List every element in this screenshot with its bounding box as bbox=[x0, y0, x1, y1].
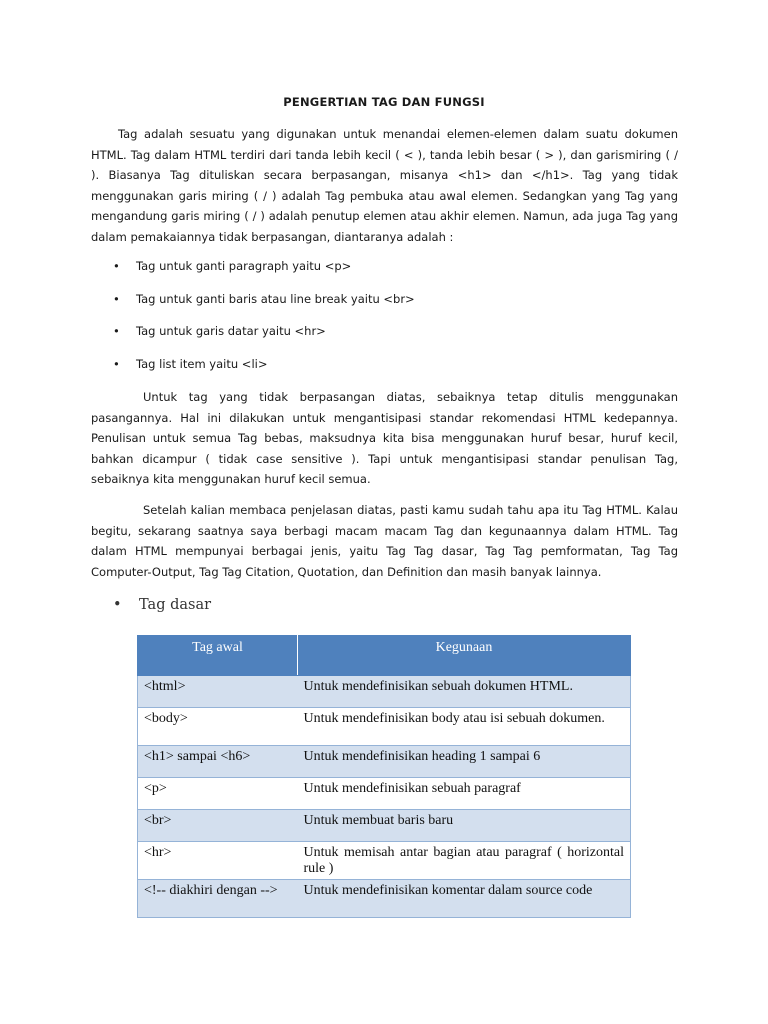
section-heading bbox=[113, 597, 211, 613]
list-item-text: Tag untuk ganti baris atau line break yaitu <br> bbox=[136, 291, 415, 306]
cell-tag: <html> bbox=[138, 676, 298, 708]
bullet-icon: • bbox=[113, 259, 120, 273]
section-heading-text: Tag dasar bbox=[139, 597, 212, 613]
bullet-icon: • bbox=[113, 324, 120, 339]
cell-use: Untuk mendefinisikan komentar dalam source code bbox=[298, 880, 631, 918]
cell-tag: <br> bbox=[138, 810, 298, 842]
list-item bbox=[111, 321, 415, 354]
body-paragraph-2: Untuk tag yang tidak berpasangan diatas, sebaiknya tetap ditulis menggunakan pasangannya. Hal ini dilakukan untuk mengantisipasi standar rekomendasi HTML kedepannya. Penulisan untuk semua Tag bebas, maksudnya kita bisa menggunakan huruf besar, huruf kecil, bahkan dicampur ( tidak case sensitive ). Tapi untuk mengantisipasi standar penulisan Tag, sebaiknya kita menggunakan huruf kecil semua. bbox=[91, 390, 678, 487]
cell-use: Untuk mendefinisikan heading 1 sampai 6 bbox=[298, 746, 631, 778]
cell-use: Untuk memisah antar bagian atau paragraf ( horizontal rule ) bbox=[298, 842, 631, 880]
cell-use: Untuk mendefinisikan sebuah paragraf bbox=[298, 778, 631, 810]
table-row bbox=[138, 778, 631, 810]
list-item bbox=[111, 289, 415, 322]
intro-paragraph: Tag adalah sesuatu yang digunakan untuk menandai elemen-elemen dalam suatu dokumen HTML. Tag dalam HTML terdiri dari tanda lebih kecil ( < ), tanda lebih besar ( > ), dan garismiring ( / ). Biasanya Tag dituliskan secara berpasangan, misanya <h1> dan </h1>. Tag yang tidak menggunakan garis miring ( / ) adalah Tag pembuka atau awal elemen. Sedangkan yang Tag yang mengandung garis miring ( / ) adalah penutup elemen atau akhir elemen. Namun, ada juga Tag yang dalam pemakaiannya tidak berpasangan, diantaranya adalah : bbox=[91, 127, 678, 244]
list-item-text: Tag untuk ganti paragraph yaitu <p> bbox=[136, 259, 352, 273]
table-row bbox=[138, 676, 631, 708]
cell-use: Untuk mendefinisikan body atau isi sebuah dokumen. bbox=[298, 708, 631, 746]
cell-tag: <p> bbox=[138, 778, 298, 810]
cell-tag: <hr> bbox=[138, 842, 298, 880]
list-item-text: Tag untuk garis datar yaitu <hr> bbox=[136, 324, 326, 339]
bullet-icon: • bbox=[113, 357, 120, 372]
cell-tag: <h1> sampai <h6> bbox=[138, 746, 298, 778]
cell-tag: <!-- diakhiri dengan --> bbox=[138, 880, 298, 918]
table-row bbox=[138, 746, 631, 778]
bullet-icon: • bbox=[113, 597, 122, 613]
cell-tag: <body> bbox=[138, 708, 298, 746]
table-header-row bbox=[138, 636, 631, 676]
tag-table bbox=[137, 635, 631, 918]
column-header-tag: Tag awal bbox=[138, 636, 298, 676]
table-row bbox=[138, 880, 631, 918]
cell-use: Untuk mendefinisikan sebuah dokumen HTML. bbox=[298, 676, 631, 708]
table-row bbox=[138, 842, 631, 880]
list-item-text: Tag list item yaitu <li> bbox=[136, 357, 268, 372]
bullet-list bbox=[111, 256, 415, 387]
list-item bbox=[111, 256, 415, 289]
page-title: PENGERTIAN TAG DAN FUNGSI bbox=[283, 95, 485, 109]
bullet-icon: • bbox=[113, 291, 120, 306]
body-paragraph-3: Setelah kalian membaca penjelasan diatas, pasti kamu sudah tahu apa itu Tag HTML. Kalau begitu, sekarang saatnya saya berbagi macam macam Tag dan kegunaannya dalam HTML. Tag dalam HTML mempunyai berbagai jenis, yaitu Tag Tag dasar, Tag Tag pemformatan, Tag Tag Computer-Output, Tag Tag Citation, Quotation, dan Definition dan masih banyak lainnya. bbox=[91, 503, 678, 579]
cell-use: Untuk membuat baris baru bbox=[298, 810, 631, 842]
list-item bbox=[111, 354, 415, 387]
column-header-use: Kegunaan bbox=[298, 636, 631, 676]
table-row bbox=[138, 708, 631, 746]
table-row bbox=[138, 810, 631, 842]
